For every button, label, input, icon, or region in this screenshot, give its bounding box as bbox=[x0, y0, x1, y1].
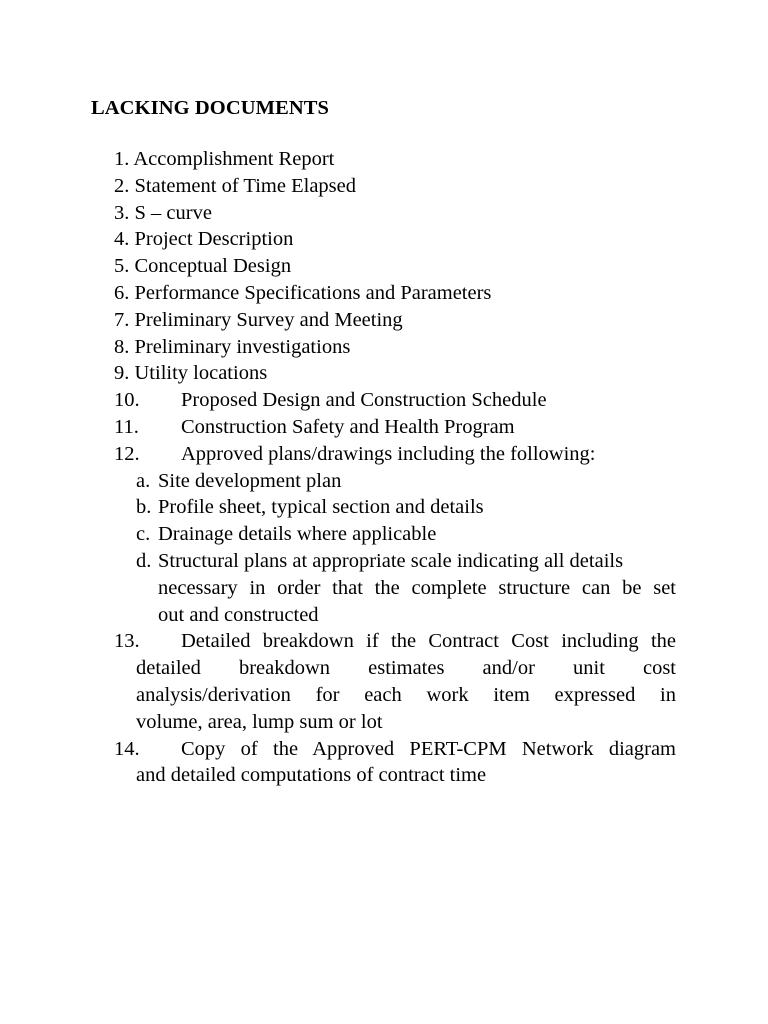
item-number: 5. bbox=[114, 255, 130, 278]
list-item bbox=[0, 253, 768, 280]
item-number: 6. bbox=[114, 281, 130, 304]
item-number: 9. bbox=[114, 362, 130, 385]
sub-list-item bbox=[0, 494, 768, 521]
item-continuation: detailed breakdown estimates and/or unit cost bbox=[136, 657, 676, 680]
list-item bbox=[0, 280, 768, 307]
item-text: Approved plans/drawings including the following: bbox=[181, 442, 596, 465]
sub-item-letter: c. bbox=[136, 523, 151, 546]
item-text: Performance Specifications and Parameters bbox=[134, 281, 492, 304]
item-continuation: analysis/derivation for each work item expressed in bbox=[136, 683, 676, 706]
sub-list-item bbox=[0, 521, 768, 548]
item-number: 2. bbox=[114, 174, 130, 197]
item-text: Accomplishment Report bbox=[133, 148, 335, 170]
sub-item-text: Structural plans at appropriate scale indicating all details bbox=[158, 549, 624, 572]
item-text: Statement of Time Elapsed bbox=[134, 174, 356, 197]
list-item bbox=[0, 146, 768, 173]
item-text: Preliminary Survey and Meeting bbox=[134, 308, 403, 331]
sub-list-item bbox=[0, 468, 768, 495]
item-text: Construction Safety and Health Program bbox=[181, 415, 515, 438]
item-text: Project Description bbox=[134, 228, 294, 251]
item-text: Utility locations bbox=[134, 362, 268, 385]
item-number: 4. bbox=[114, 228, 130, 251]
list-item bbox=[0, 360, 768, 387]
list-item bbox=[0, 628, 768, 655]
sub-item-continuation: necessary in order that the complete structure can be set bbox=[158, 576, 676, 599]
sub-item-letter: b. bbox=[136, 496, 152, 519]
sub-item-continuation: out and constructed bbox=[158, 603, 319, 626]
item-text: Detailed breakdown if the Contract Cost including the bbox=[181, 630, 676, 653]
item-text: S – curve bbox=[134, 201, 212, 224]
list-item bbox=[0, 226, 768, 253]
sub-item-text: Drainage details where applicable bbox=[158, 523, 437, 546]
item-text: Copy of the Approved PERT-CPM Network diagram bbox=[181, 737, 676, 760]
sub-item-text: Profile sheet, typical section and details bbox=[158, 496, 484, 519]
list-item bbox=[0, 334, 768, 361]
item-continuation: and detailed computations of contract time bbox=[136, 764, 487, 787]
item-text: Preliminary investigations bbox=[134, 335, 351, 358]
item-number: 8. bbox=[114, 335, 130, 358]
item-number: 13. bbox=[114, 630, 140, 653]
lacking-documents-list bbox=[0, 146, 768, 789]
sub-list-item bbox=[0, 548, 768, 575]
sub-item-letter: a. bbox=[136, 469, 151, 492]
list-item bbox=[0, 414, 768, 441]
item-number: 7. bbox=[114, 308, 130, 331]
list-item bbox=[0, 200, 768, 227]
item-text: Conceptual Design bbox=[134, 255, 292, 278]
sub-item-letter: d. bbox=[136, 549, 152, 572]
item-number: 3. bbox=[114, 201, 130, 224]
item-number: 12. bbox=[114, 442, 140, 465]
item-number: 14. bbox=[114, 737, 140, 760]
list-item bbox=[0, 736, 768, 763]
item-number: 11. bbox=[114, 415, 139, 438]
list-item bbox=[0, 173, 768, 200]
item-continuation: volume, area, lump sum or lot bbox=[136, 710, 383, 733]
sub-item-text: Site development plan bbox=[158, 469, 342, 492]
item-number: 10. bbox=[114, 389, 140, 412]
item-text: Proposed Design and Construction Schedule bbox=[181, 389, 547, 412]
list-item bbox=[0, 307, 768, 334]
list-item bbox=[0, 387, 768, 414]
list-item bbox=[0, 441, 768, 468]
page-title: LACKING DOCUMENTS bbox=[91, 97, 330, 119]
item-number: 1. bbox=[114, 148, 130, 170]
